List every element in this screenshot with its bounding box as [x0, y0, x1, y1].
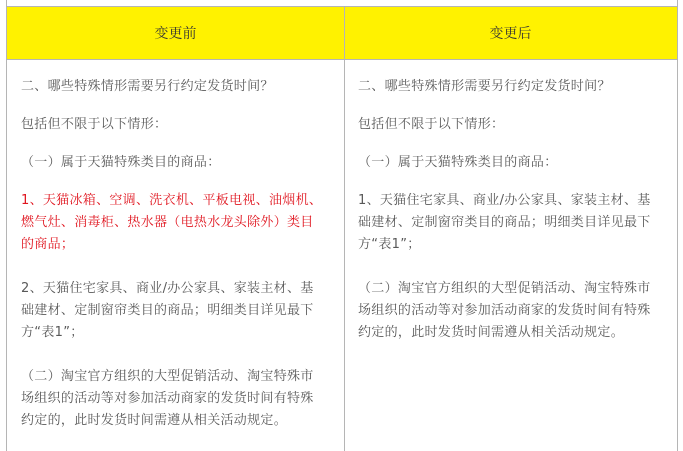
header-before: 变更前 [154, 26, 197, 42]
before-item-appliances: 1、天猫冰箱、空调、洗衣机、平板电视、油烟机、 燃气灶、消毒柜、热水器（电热水龙头除外）类目 的商品； [21, 193, 323, 252]
after-section-two: （二）淘宝官方组织的大型促销活动、淘宝特殊市 场组织的活动等对参加活动商家的发货时间有特殊 约定的，此时发货时间需遵从相关活动规定。 [358, 281, 651, 340]
before-section-two: （二）淘宝官方组织的大型促销活动、淘宝特殊市 场组织的活动等对参加活动商家的发货时间有特殊 约定的，此时发货时间需遵从相关活动规定。 [21, 369, 314, 428]
before-intro: 包括但不限于以下情形： [21, 117, 168, 132]
after-intro: 包括但不限于以下情形： [358, 117, 505, 132]
after-question: 二、哪些特殊情形需要另行约定发货时间？ [358, 79, 611, 94]
after-section-one: （一）属于天猫特殊类目的商品： [358, 155, 558, 170]
after-item-furniture: 1、天猫住宅家具、商业/办公家具、家装主材、基 础建材、定制窗帘类目的商品；明细类目详见最下 方“表1”； [358, 193, 651, 252]
column-divider [344, 6, 345, 451]
before-question: 二、哪些特殊情形需要另行约定发货时间？ [21, 79, 274, 94]
header-after: 变更后 [489, 26, 532, 42]
before-section-one: （一）属于天猫特殊类目的商品： [21, 155, 221, 170]
table-header-row [7, 6, 677, 60]
before-item-furniture: 2、天猫住宅家具、商业/办公家具、家装主材、基 础建材、定制窗帘类目的商品；明细类目详见最下 方“表1”； [21, 281, 314, 340]
comparison-table [6, 0, 678, 451]
